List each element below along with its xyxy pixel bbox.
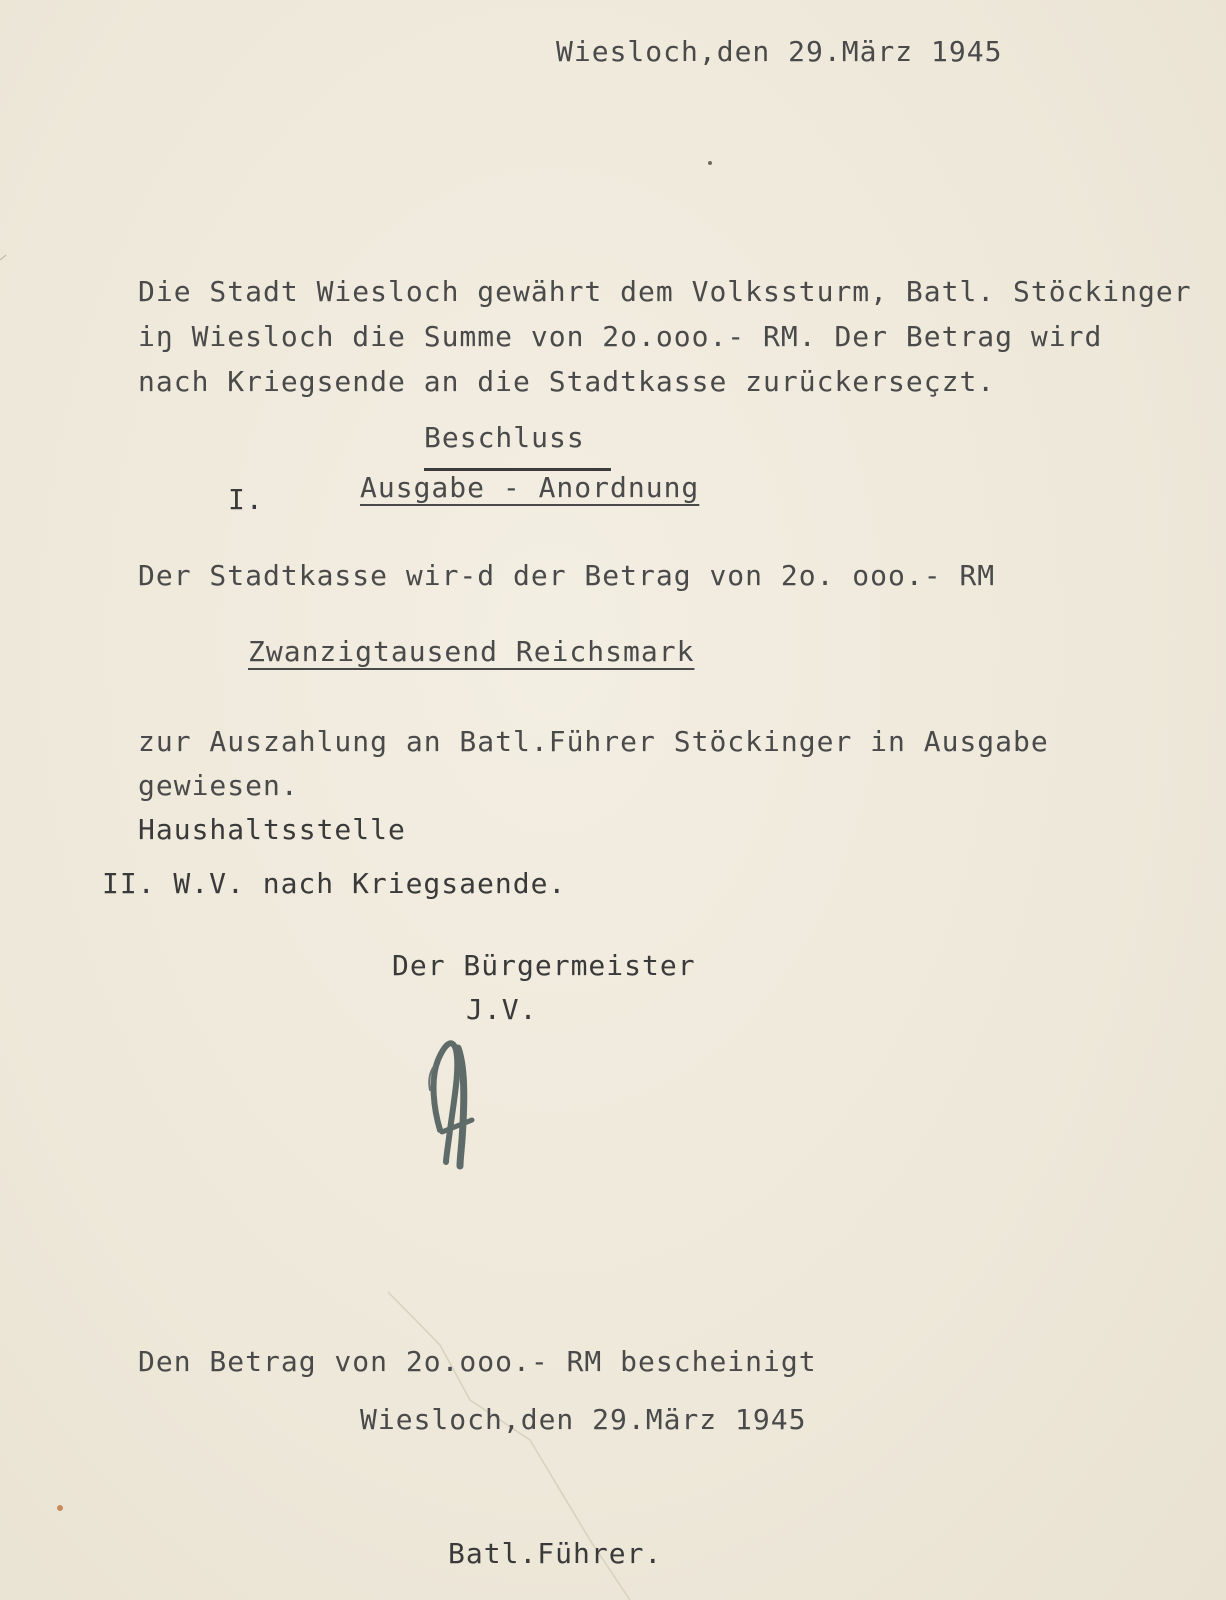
receipt-confirmation: Den Betrag von 2o.ooo.- RM bescheinigt bbox=[138, 1345, 817, 1378]
section-1-title: Ausgabe - Anordnung bbox=[360, 471, 700, 504]
handwritten-signature bbox=[420, 1020, 500, 1170]
section-1-numeral: I. bbox=[228, 483, 264, 516]
intro-line-2: iŋ Wiesloch die Summe von 2o.ooo.- RM. Der Betrag wird bbox=[138, 320, 1103, 353]
receipt-signer: Batl.Führer. bbox=[448, 1537, 663, 1570]
intro-line-3: nach Kriegsende an die Stadtkasse zurückerseçzt. bbox=[138, 365, 996, 398]
amount-in-words: Zwanzigtausend Reichsmark bbox=[248, 635, 695, 668]
intro-line-1: Die Stadt Wiesloch gewährt dem Volkssturm, Batl. Stöckinger bbox=[138, 275, 1192, 308]
section-2: II. W.V. nach Kriegsaende. bbox=[102, 867, 567, 900]
payout-line-2: gewiesen. bbox=[138, 769, 299, 802]
date-line: Wiesloch,den 29.März 1945 bbox=[556, 35, 1003, 68]
deputy-mark: J.V. bbox=[466, 993, 538, 1026]
payout-line-1: zur Auszahlung an Batl.Führer Stöckinger in Ausgabe bbox=[138, 725, 1049, 758]
signatory-title: Der Bürgermeister bbox=[392, 949, 696, 982]
receipt-date-line: Wiesloch,den 29.März 1945 bbox=[360, 1403, 807, 1436]
decision-title: Beschluss bbox=[424, 421, 585, 454]
amount-line: Der Stadtkasse wir-d der Betrag von 2o. ooo.- RM bbox=[138, 559, 996, 592]
budget-label: Haushaltsstelle bbox=[138, 813, 406, 846]
